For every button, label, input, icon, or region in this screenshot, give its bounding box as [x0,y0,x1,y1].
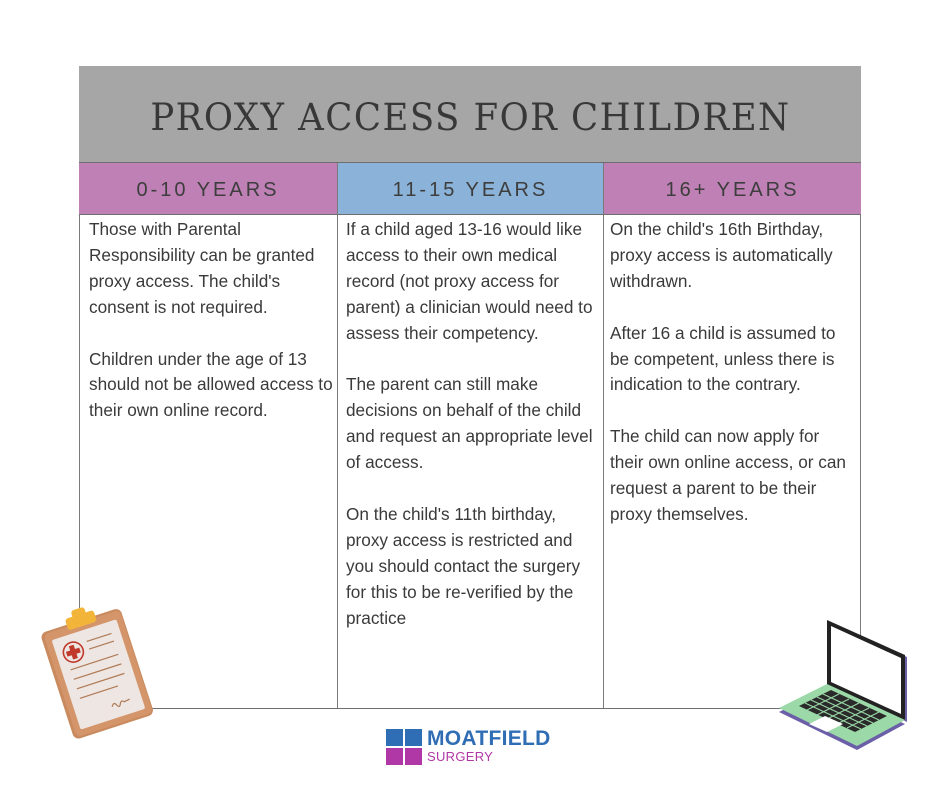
logo-subtitle: SURGERY [427,749,494,764]
column-11-15-years [337,215,603,708]
content-row [79,215,861,709]
header-16-plus-years: 16+ YEARS [603,163,861,214]
logo-mark-icon [386,729,422,765]
moatfield-surgery-logo [386,729,551,769]
age-header-row [79,163,861,215]
paragraph: After 16 a child is assumed to be competent, unless there is indication to the contrary. [610,322,836,395]
title-bar [79,66,861,163]
proxy-access-poster [79,66,861,709]
page-title: PROXY ACCESS FOR CHILDREN [149,95,791,139]
paragraph: Children under the age of 13 should not be allowed access to their own online record. [89,348,333,421]
laptop-icon [775,612,915,754]
logo-name: MOATFIELD [427,727,551,750]
paragraph: On the child's 11th birthday, proxy access is restricted and you should contact the surgery for this to be re-verified by the practice [346,503,581,628]
header-0-10-years: 0-10 YEARS [79,163,337,214]
paragraph: If a child aged 13-16 would like access to their own medical record (not proxy access for parent) a clinician would need to assess their competency. [346,219,593,343]
paragraph: The child can now apply for their own online access, or can request a parent to be their proxy themselves. [610,426,846,524]
header-11-15-years: 11-15 YEARS [337,163,603,214]
clipboard-medical-icon [34,600,159,740]
paragraph: Those with Parental Responsibility can be granted proxy access. The child's consent is not required. [89,219,315,317]
paragraph: The parent can still make decisions on behalf of the child and request an appropriate level of access. [346,374,593,473]
paragraph: On the child's 16th Birthday, proxy access is automatically withdrawn. [610,219,833,291]
